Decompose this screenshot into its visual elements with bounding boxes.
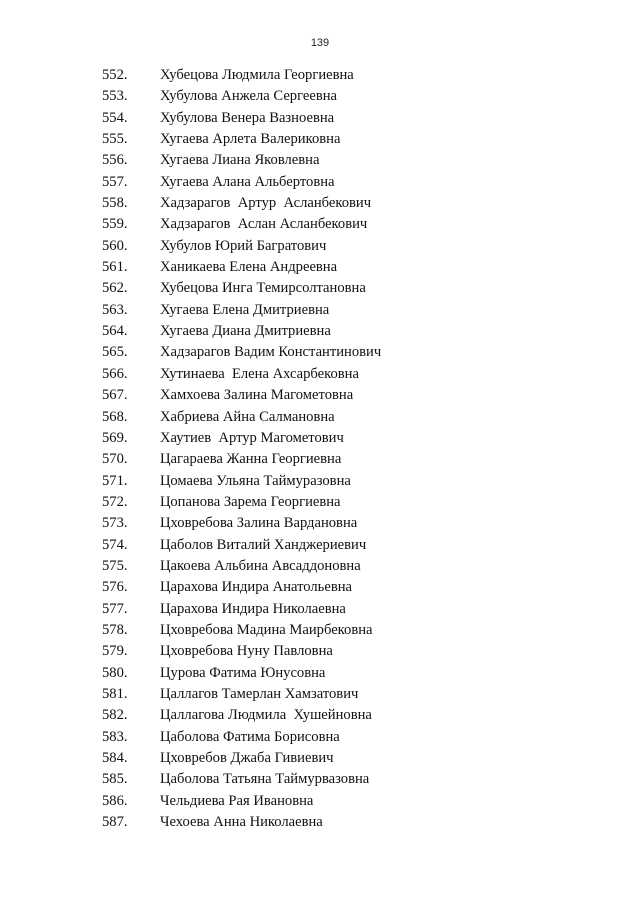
- entry-number: 585.: [102, 771, 128, 788]
- entry-number: 583.: [102, 728, 128, 745]
- entry-number: 587.: [102, 814, 128, 831]
- entry-number: 586.: [102, 792, 128, 809]
- entry-name: Цаллагов Тамерлан Хамзатович: [160, 685, 359, 702]
- list-item: [0, 812, 640, 833]
- entry-number: 584.: [102, 750, 128, 766]
- entry-number: 574.: [102, 536, 128, 553]
- entry-number: 557.: [102, 173, 128, 190]
- entry-number: 561.: [102, 259, 128, 276]
- entry-number: 572.: [102, 493, 128, 510]
- list-item: [0, 385, 640, 406]
- entry-number: 576.: [102, 579, 128, 596]
- list-item: [0, 342, 640, 363]
- list-item: [0, 129, 640, 150]
- entry-name: Хутинаева Елена Ахсарбековна: [160, 365, 359, 382]
- page-number: 139: [310, 37, 330, 49]
- entry-number: 568.: [102, 408, 128, 425]
- entry-number: 554.: [102, 109, 128, 126]
- entry-number: 562.: [102, 280, 128, 297]
- list-item: [0, 663, 640, 684]
- entry-number: 577.: [102, 600, 128, 617]
- entry-number: 580.: [102, 664, 128, 681]
- entry-name: Чехоева Анна Николаевна: [160, 814, 323, 831]
- entry-number: 579.: [102, 643, 128, 660]
- list-item: [0, 791, 640, 812]
- entry-name: Цаболова Фатима Борисовна: [160, 728, 340, 745]
- entry-name: Хугаева Лиана Яковлевна: [160, 152, 320, 169]
- entry-name: Чельдиева Рая Ивановна: [160, 792, 314, 809]
- entry-name: Хадзарагов Вадим Константинович: [160, 344, 382, 361]
- entry-name: Хубулова Анжела Сергеевна: [160, 88, 338, 105]
- list-item: [0, 300, 640, 321]
- list-item: [0, 278, 640, 299]
- list-item: [0, 172, 640, 193]
- entry-number: 582.: [102, 707, 128, 724]
- list-item: [0, 620, 640, 641]
- entry-name: Хадзарагов Аслан Асланбекович: [160, 216, 368, 233]
- list-item: [0, 705, 640, 726]
- entry-name: Цаболова Татьяна Таймурвазовна: [160, 771, 370, 788]
- entry-name: Хугаева Алана Альбертовна: [160, 173, 335, 190]
- entry-number: 566.: [102, 365, 128, 382]
- entry-name: Хубецова Людмила Георгиевна: [160, 67, 354, 83]
- list-item: [0, 727, 640, 748]
- entry-name: Цаболов Виталий Ханджериевич: [160, 536, 367, 553]
- entry-number: 570.: [102, 451, 128, 468]
- list-item: [0, 407, 640, 428]
- list-item: [0, 684, 640, 705]
- entry-name: Цховребова Залина Вардановна: [160, 515, 358, 532]
- entry-name: Ханикаева Елена Андреевна: [160, 259, 338, 276]
- entry-name: Цховребова Нуну Павловна: [160, 643, 333, 660]
- list-item: [0, 86, 640, 107]
- entry-name: Хадзарагов Артур Асланбекович: [160, 195, 372, 212]
- list-item: [0, 556, 640, 577]
- entry-number: 567.: [102, 387, 128, 404]
- list-item: [0, 428, 640, 449]
- entry-number: 556.: [102, 152, 128, 169]
- entry-name: Цакоева Альбина Авсаддоновна: [160, 557, 361, 574]
- list-item: [0, 449, 640, 470]
- entry-name: Хубулов Юрий Багратович: [160, 237, 327, 254]
- entry-name: Цопанова Зарема Георгиевна: [160, 493, 341, 510]
- list-item: [0, 513, 640, 534]
- entry-number: 560.: [102, 237, 128, 254]
- list-item: [0, 65, 640, 86]
- entry-name: Царахова Индира Анатольевна: [160, 579, 352, 596]
- entry-name: Хубецова Инга Темирсолтановна: [160, 280, 366, 297]
- list-item: [0, 535, 640, 556]
- entry-name: Царахова Индира Николаевна: [160, 600, 346, 617]
- list-item: [0, 214, 640, 235]
- entry-number: 563.: [102, 301, 128, 318]
- entry-number: 571.: [102, 472, 128, 489]
- entry-number: 552.: [102, 67, 128, 83]
- entry-name: Цховребов Джаба Гивиевич: [160, 750, 334, 766]
- list-item: [0, 577, 640, 598]
- entry-name: Хугаева Диана Дмитриевна: [160, 323, 331, 340]
- entry-name: Хугаева Арлета Валериковна: [160, 131, 341, 148]
- entry-number: 555.: [102, 131, 128, 148]
- entry-number: 564.: [102, 323, 128, 340]
- entry-name: Хабриева Айна Салмановна: [160, 408, 335, 425]
- list-item: [0, 257, 640, 278]
- entry-number: 581.: [102, 685, 128, 702]
- entry-number: 578.: [102, 621, 128, 638]
- entry-name: Цаллагова Людмила Хушейновна: [160, 707, 372, 724]
- entry-number: 553.: [102, 88, 128, 105]
- entry-name: Хаутиев Артур Магометович: [160, 429, 344, 446]
- list-item: [0, 641, 640, 662]
- entry-name: Цурова Фатима Юнусовна: [160, 664, 326, 681]
- list-item: [0, 321, 640, 342]
- list-item: [0, 193, 640, 214]
- entry-name: Цагараева Жанна Георгиевна: [160, 451, 342, 468]
- entry-number: 565.: [102, 344, 128, 361]
- list-item: [0, 492, 640, 513]
- list-item: [0, 150, 640, 171]
- entry-number: 569.: [102, 429, 128, 446]
- entry-number: 575.: [102, 557, 128, 574]
- entry-number: 559.: [102, 216, 128, 233]
- list-item: [0, 364, 640, 385]
- entry-name: Хубулова Венера Вазноевна: [160, 109, 335, 126]
- list-item: [0, 108, 640, 129]
- list-item: [0, 769, 640, 790]
- entry-name: Хамхоева Залина Магометовна: [160, 387, 354, 404]
- name-list: [0, 65, 640, 833]
- entry-name: Цховребова Мадина Маирбековна: [160, 621, 373, 638]
- entry-number: 558.: [102, 195, 128, 212]
- list-item: [0, 236, 640, 257]
- list-item: [0, 599, 640, 620]
- entry-number: 573.: [102, 515, 128, 532]
- list-item: [0, 748, 640, 769]
- entry-name: Цомаева Ульяна Таймуразовна: [160, 472, 351, 489]
- list-item: [0, 471, 640, 492]
- entry-name: Хугаева Елена Дмитриевна: [160, 301, 330, 318]
